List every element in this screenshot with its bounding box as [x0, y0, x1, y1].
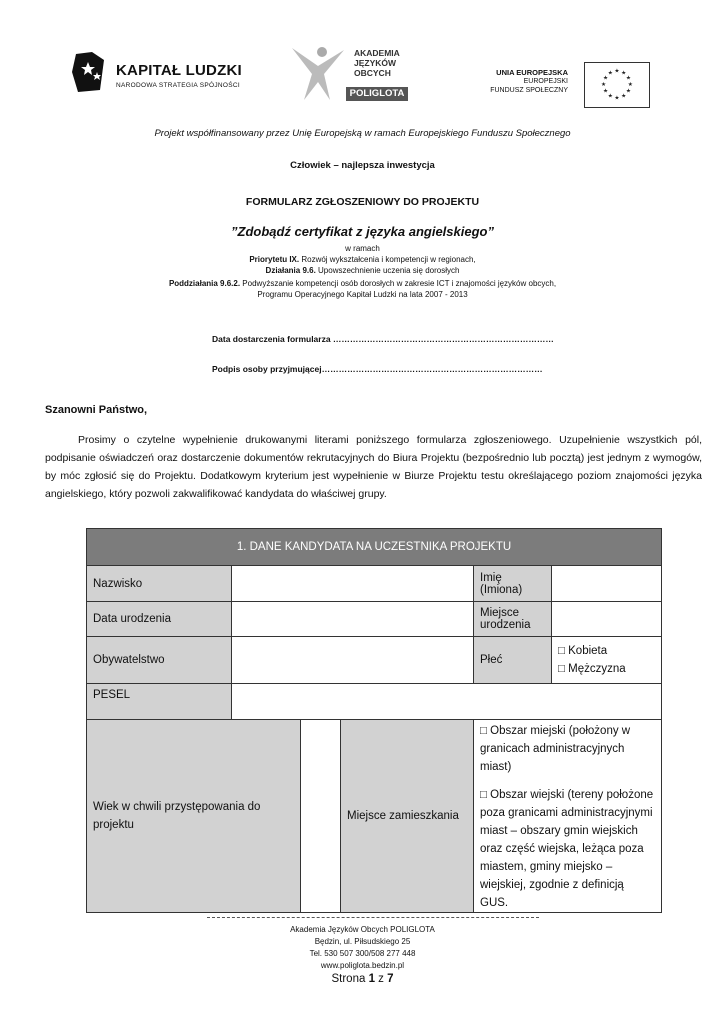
form-title: FORMULARZ ZGŁOSZENIOWY DO PROJEKTU	[245, 196, 480, 208]
wiek-input[interactable]	[301, 720, 341, 913]
obywatelstwo-input[interactable]	[232, 637, 474, 684]
imie-input[interactable]	[552, 566, 662, 602]
svg-text:★: ★	[601, 81, 607, 88]
pesel-label: PESEL	[87, 684, 232, 720]
footer-web: www.poliglota.bedzin.pl	[320, 961, 405, 970]
akademia-text: AKADEMIA JĘZYKÓW OBCYCH	[354, 48, 400, 78]
svg-text:★: ★	[602, 88, 609, 95]
obszar-options	[474, 720, 662, 913]
svg-text:★: ★	[607, 70, 613, 77]
poliglota-brand: POLIGLOTA	[346, 87, 408, 101]
project-name: ”Zdobądź certyfikat z języka angielskiego”	[231, 224, 494, 239]
intro-paragraph: Prosimy o czytelne wypełnienie drukowanymi literami poniższego formularza zgłoszeniowego. Uzupełnienie wszystkich pól, podpisanie oświadczeń oraz dostarczenie dokumentów rekrutacyjnych do Biura Projektu (bezpośrednio lub pocztą) jest jednym z wymogów, by móc zgłosić się do Projektu. Dodatkowym kryterium jest wypełnienie w Biurze Projektu testu określającego poziom znajomości języka angielskiego, który pozwoli zakwalifikować kandydata do właściwej grupy.	[45, 434, 702, 500]
miejsce-zamieszkania-label: Miejsce zamieszkania	[341, 720, 474, 913]
plec-options	[552, 637, 662, 684]
dzialanie-line: Działania 9.6. Upowszechnienie uczenia się dorosłych	[265, 266, 460, 275]
miejsce-urodzenia-label: Miejsce urodzenia	[474, 602, 552, 637]
eu-logo-text: UNIA EUROPEJSKA EUROPEJSKI FUNDUSZ SPOŁECZNY	[490, 68, 568, 94]
pesel-input[interactable]	[232, 684, 662, 720]
svg-text:★: ★	[607, 93, 613, 100]
candidate-data-table	[86, 528, 662, 913]
eu-logo	[490, 54, 656, 102]
data-urodzenia-label: Data urodzenia	[87, 602, 232, 637]
motto: Człowiek – najlepsza inwestycja	[290, 160, 435, 171]
svg-text:★: ★	[625, 88, 632, 95]
data-urodzenia-input[interactable]	[232, 602, 474, 637]
nazwisko-input[interactable]	[232, 566, 474, 602]
poddzialanie-line: Poddziałania 9.6.2. Podwyższanie kompetencji osób dorosłych w zakresie ICT i znajomości języków obcych,	[168, 279, 557, 288]
kapital-ludzki-title: KAPITAŁ LUDZKI	[116, 62, 242, 79]
program-line: Programu Operacyjnego Kapitał Ludzki na lata 2007 - 2013	[257, 290, 468, 299]
priorytet-line: Priorytetu IX. Rozwój wykształcenia i kompetencji w regionach,	[249, 255, 476, 264]
svg-text:★: ★	[602, 75, 609, 82]
eu-flag-icon	[584, 62, 650, 108]
obszar-miejski-checkbox[interactable]: □ Obszar miejski (położony w granicach administracyjnych miast)	[480, 725, 631, 773]
plec-mezczyzna-checkbox[interactable]: □ Mężczyzna	[558, 663, 626, 675]
plec-label: Płeć	[474, 637, 552, 684]
receiver-signature-field[interactable]: Podpis osoby przyjmującej……………………………………………………………………	[212, 364, 543, 374]
imie-label: Imię (Imiona)	[474, 566, 552, 602]
footer-divider	[207, 917, 539, 918]
footer-org: Akademia Języków Obcych POLIGLOTA	[290, 925, 435, 934]
greeting: Szanowni Państwo,	[45, 404, 148, 416]
kapital-ludzki-logo	[70, 50, 250, 98]
obywatelstwo-label: Obywatelstwo	[87, 637, 232, 684]
kapital-ludzki-emblem-icon	[70, 50, 110, 94]
akademia-poliglota-logo	[288, 44, 418, 104]
svg-text:★: ★	[614, 68, 620, 75]
section-title: 1. DANE KANDYDATA NA UCZESTNIKA PROJEKTU	[87, 529, 662, 566]
wiek-label: Wiek w chwili przystępowania do projektu	[87, 720, 301, 913]
svg-text:★: ★	[614, 95, 620, 102]
footer-phone: Tel. 530 507 300/508 277 448	[309, 949, 416, 958]
svg-text:★: ★	[621, 93, 627, 100]
svg-text:★: ★	[627, 81, 633, 88]
kapital-ludzki-subtitle: NARODOWA STRATEGIA SPÓJNOŚCI	[116, 82, 240, 89]
delivery-date-field[interactable]: Data dostarczenia formularza ……………………………………………………………………	[212, 334, 554, 344]
svg-text:★: ★	[621, 70, 627, 77]
header-logos	[0, 44, 725, 108]
nazwisko-label: Nazwisko	[87, 566, 232, 602]
obszar-wiejski-checkbox[interactable]: □ Obszar wiejski (tereny położone poza granicami administracyjnymi miast – obszary gmin wiejskich oraz część wiejska, leżąca poza miastem, gminy miejsko – wiejskiej, zgodnie z definicją GUS.	[480, 789, 654, 909]
miejsce-urodzenia-input[interactable]	[552, 602, 662, 637]
cofinanced-note: Projekt współfinansowany przez Unię Europejską w ramach Europejskiego Funduszu Społecznego	[154, 128, 571, 139]
poliglota-figure-icon	[288, 44, 348, 102]
plec-kobieta-checkbox[interactable]: □ Kobieta	[558, 645, 608, 657]
page-number: Strona 1 z 7	[331, 973, 394, 985]
footer-address: Będzin, ul. Piłsudskiego 25	[314, 937, 411, 946]
svg-text:★: ★	[625, 75, 632, 82]
w-ramach: w ramach	[345, 244, 380, 253]
